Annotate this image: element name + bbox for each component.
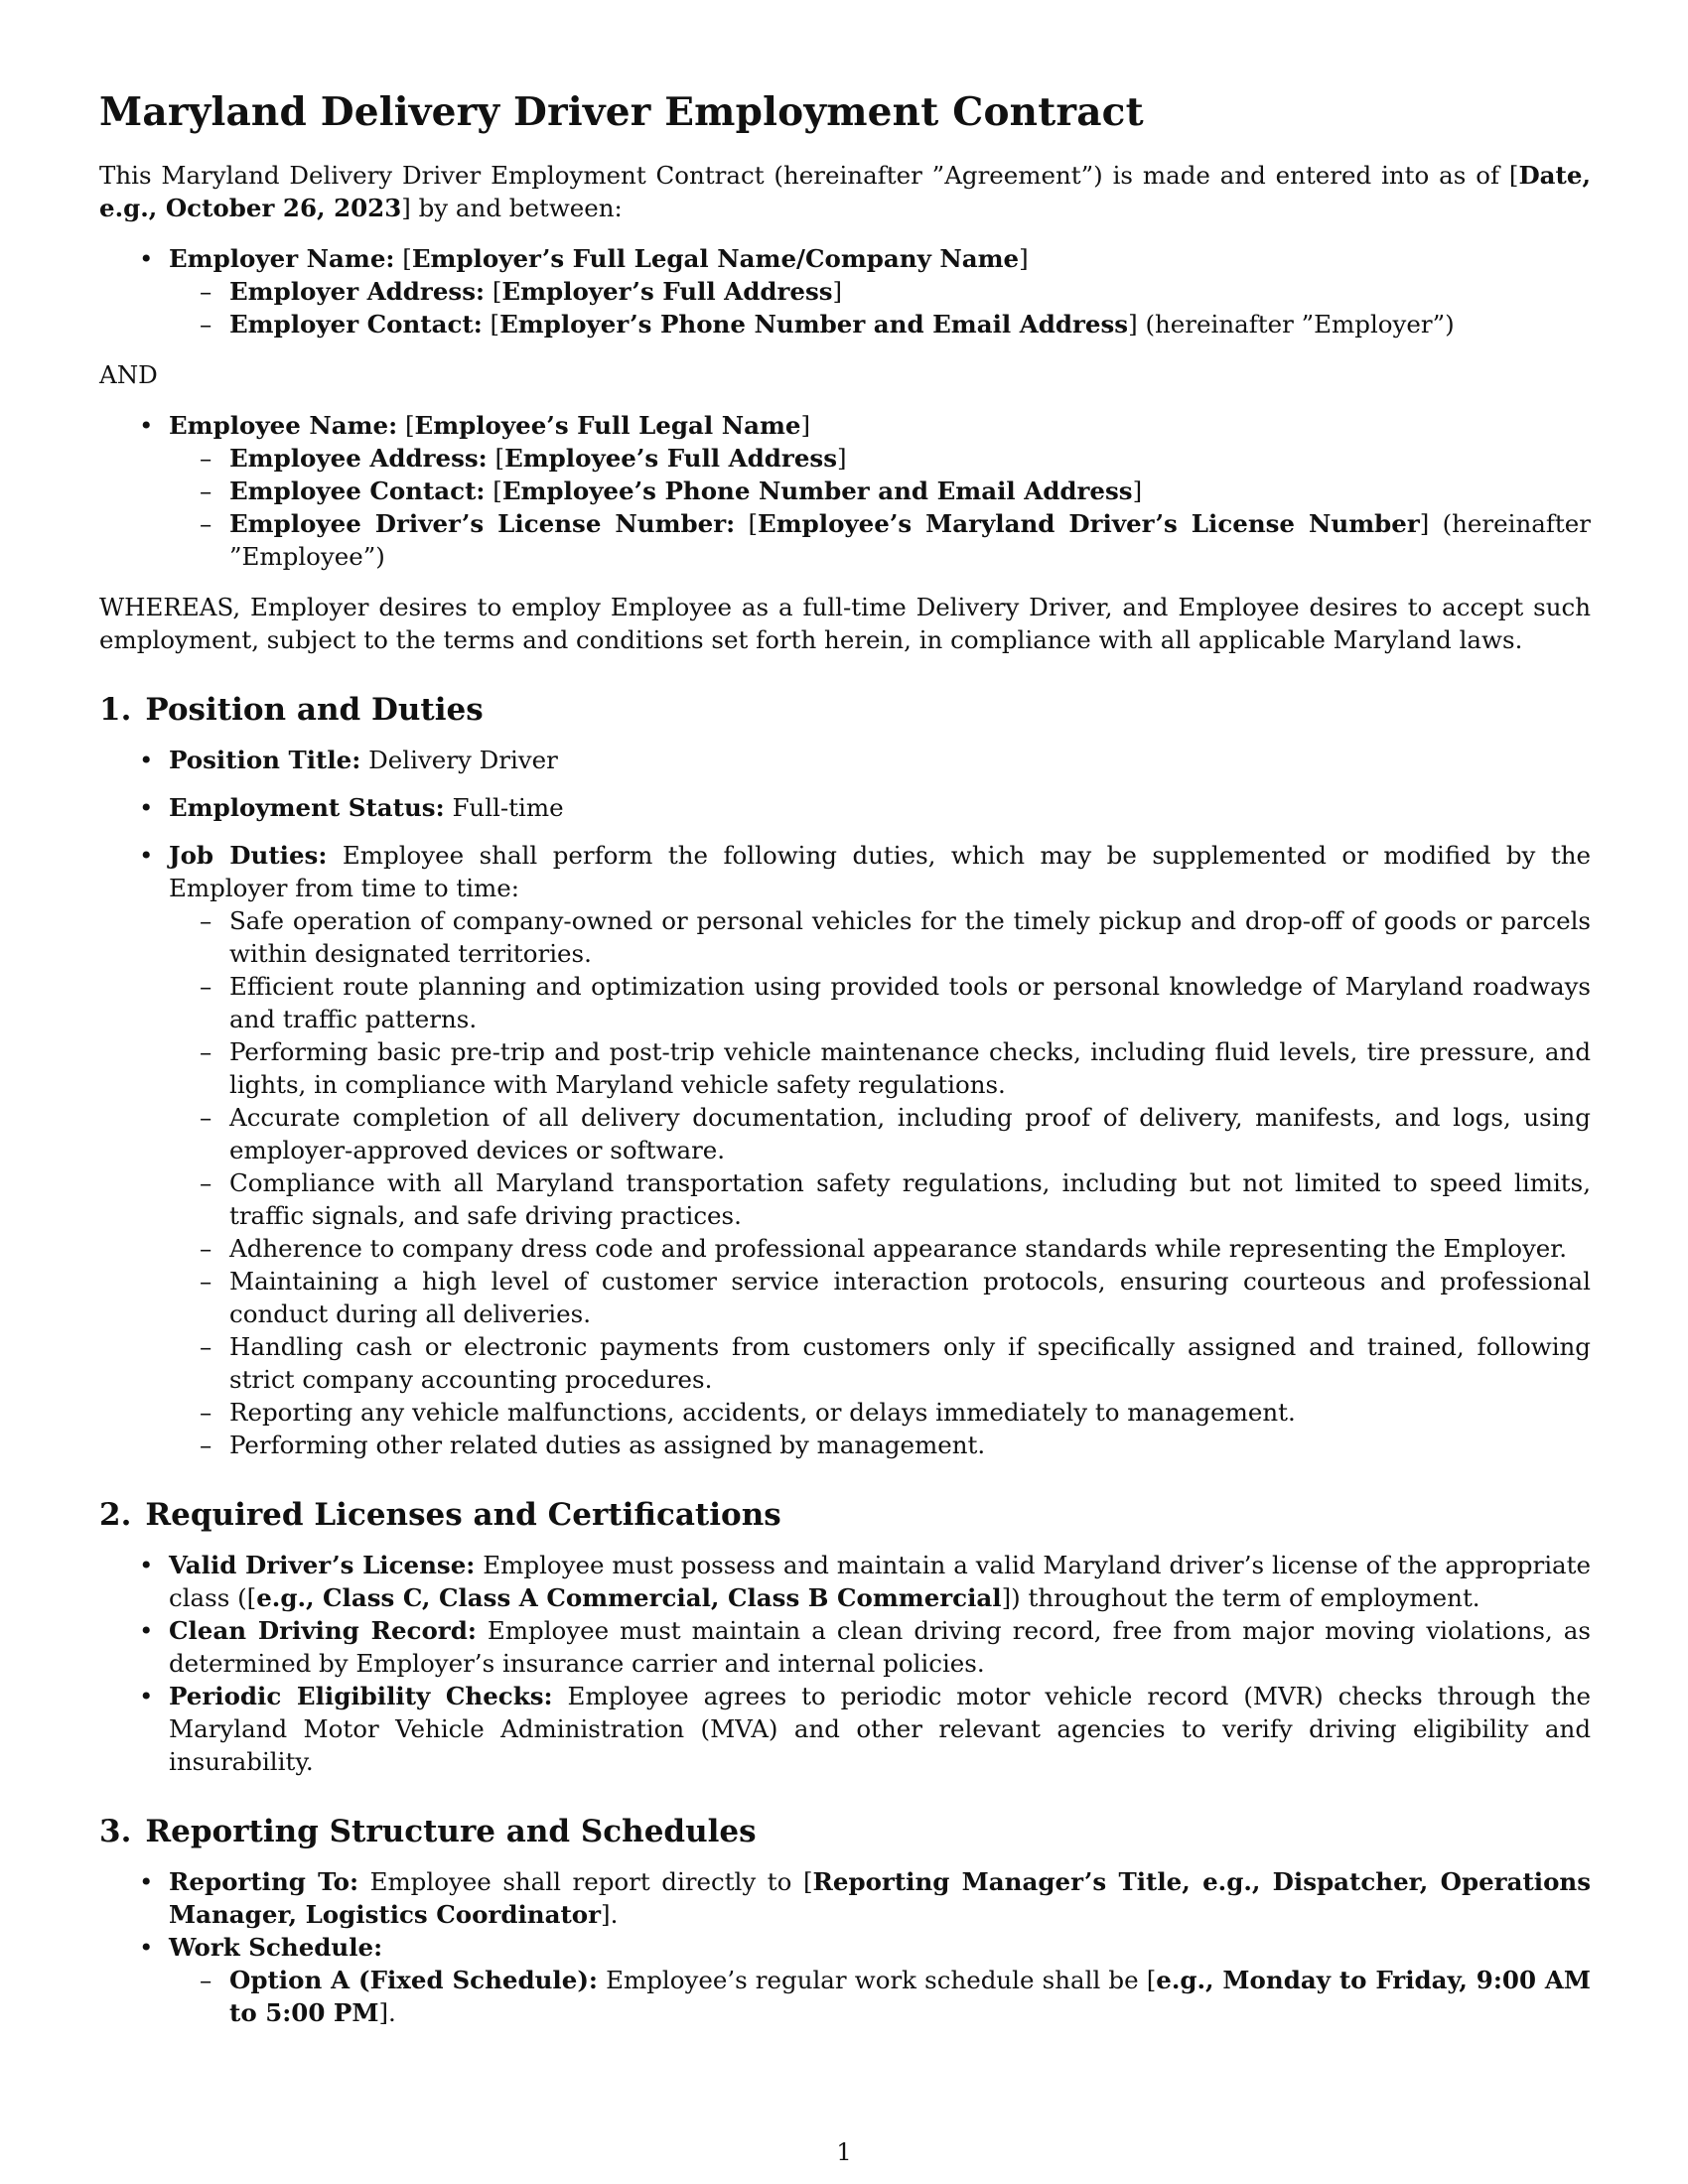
employer-name-item: • Employer Name: [Employer’s Full Legal Name/Company Name] – Employer Address: [Employer’s Full Address] – Employer Contact: [Employer’s Phone Number and Email Address] (hereinafter ”Employer”) [169,242,1591,341]
job-duty-item: – Performing basic pre-trip and post-trip vehicle maintenance checks, including fluid levels, tire pressure, and lights, in compliance with Maryland vehicle safety regulations. [229,1035,1591,1101]
and-separator: AND [99,360,158,389]
job-duty-item: – Reporting any vehicle malfunctions, accidents, or delays immediately to management. [229,1396,1591,1429]
employment-status-value: Full-time [452,793,564,822]
job-duty-item: – Handling cash or electronic payments from customers only if specifically assigned and trained, following strict company accounting procedures. [229,1330,1591,1396]
whereas-paragraph: WHEREAS, Employer desires to employ Employee as a full-time Delivery Driver, and Employee desires to accept such employment, subject to the terms and conditions set forth herein, in compliance with all applicable Maryland laws. [99,593,1591,654]
job-duty-item: – Maintaining a high level of customer service interaction protocols, ensuring courteous and professional conduct during all deliveries. [229,1265,1591,1330]
valid-license-item: • Valid Driver’s License: Employee must possess and maintain a valid Maryland driver’s license of the appropriate class ([e.g., Class C, Class A Commercial, Class B Commercial]) throughout the term of employment. [169,1549,1591,1614]
employer-name-label: Employer Name: [169,244,395,273]
employment-status-item [169,791,1591,824]
employee-hereinafter: (hereinafter ”Employee”) [229,509,1591,571]
employee-license-value: Employee’s Maryland Driver’s License Number [758,509,1420,538]
section-2-list [99,1549,1591,1778]
employer-contact-item: – Employer Contact: [Employer’s Phone Number and Email Address] (hereinafter ”Employer”) [229,308,1591,341]
document-title: Maryland Delivery Driver Employment Contract [99,89,1144,135]
employee-license-item: – Employee Driver’s License Number: [Employee’s Maryland Driver’s License Number] (hereinafter ”Employee”) [229,507,1591,573]
employer-address-label: Employer Address: [229,277,486,306]
option-a-placeholder: e.g., Monday to Friday, 9:00 AM to 5:00 PM [229,1966,1591,2027]
employee-contact-value: Employee’s Phone Number and Email Address [501,477,1133,505]
section-1-heading [99,690,1591,730]
employment-status-label: Employment Status: [169,793,445,822]
reporting-to-item: • Reporting To: Employee shall report directly to [Reporting Manager’s Title, e.g., Dispatcher, Operations Manager, Logistics Coordinator]. [169,1865,1591,1931]
page-number: 1 [836,2138,852,2166]
employee-info-list [99,409,1591,573]
section-2-number: 2. [99,1497,132,1533]
position-title-label: Position Title: [169,746,361,774]
employer-details-list [169,275,1591,341]
clean-record-text: Employee must maintain a clean driving record, free from major moving violations, as determined by Employer’s insurance carrier and internal policies. [169,1616,1591,1678]
job-duties-text: Employee shall perform the following duties, which may be supplemented or modified by the Employer from time to time: [169,841,1591,902]
employee-address-label: Employee Address: [229,444,488,473]
employee-name-value: Employee’s Full Legal Name [414,411,801,440]
employee-address-item: – Employee Address: [Employee’s Full Address] [229,442,1591,475]
contract-page [99,87,1591,2047]
valid-license-text-a: Employee must possess and maintain a valid Maryland driver’s license of the appropriate class ( [169,1551,1591,1612]
employer-hereinafter: (hereinafter ”Employer”) [1145,310,1455,339]
job-duty-item: – Compliance with all Maryland transportation safety regulations, including but not limited to speed limits, traffic signals, and safe driving practices. [229,1166,1591,1232]
employee-details-list [169,442,1591,573]
section-3-heading [99,1812,1591,1851]
position-title-item [169,744,1591,776]
reporting-manager-placeholder: Reporting Manager’s Title, e.g., Dispatcher, Operations Manager, Logistics Coordinator [169,1867,1592,1929]
section-1-number: 1. [99,692,132,728]
intro-paragraph: This Maryland Delivery Driver Employment Contract (hereinafter ”Agreement”) is made and entered into as of [Date, e.g., October 26, 2023] by and between: [99,161,1591,222]
job-duties-item [169,839,1591,1461]
employer-contact-label: Employer Contact: [229,310,483,339]
date-placeholder: Date, e.g., October 26, 2023 [99,161,1591,222]
work-schedule-item [169,1931,1591,2029]
intro-suffix: by and between: [410,194,623,222]
employer-address-value: Employer’s Full Address [501,277,833,306]
license-class-placeholder: e.g., Class C, Class A Commercial, Class B Commercial [256,1583,1002,1612]
employee-name-item: • Employee Name: [Employee’s Full Legal Name] – Employee Address: [Employee’s Full Address] – Employee Contact: [Employee’s Phone Number and Email Address] – Employee Driver’s License Number: [Employee’s Maryland Driver’s License Number] (hereinafter ”Employee”) [169,409,1591,573]
employer-info-list [99,242,1591,341]
section-1-title: Position and Duties [145,692,484,728]
employer-name-value: Employer’s Full Legal Name/Company Name [411,244,1020,273]
reporting-to-label: Reporting To: [169,1867,358,1896]
job-duties-label: Job Duties: [169,841,328,870]
eligibility-checks-label: Periodic Eligibility Checks: [169,1682,553,1710]
work-schedule-label: Work Schedule: [169,1933,383,1962]
job-duty-item: – Safe operation of company-owned or personal vehicles for the timely pickup and drop-off of goods or parcels within designated territories. [229,904,1591,970]
option-a-item: – Option A (Fixed Schedule): Employee’s regular work schedule shall be [e.g., Monday to Friday, 9:00 AM to 5:00 PM]. [229,1964,1591,2029]
clean-record-item [169,1614,1591,1680]
section-3-title: Reporting Structure and Schedules [145,1814,757,1849]
job-duty-item: – Performing other related duties as assigned by management. [229,1429,1591,1461]
option-a-label: Option A (Fixed Schedule): [229,1966,598,1994]
employee-license-label: Employee Driver’s License Number: [229,509,736,538]
eligibility-checks-text: Employee agrees to periodic motor vehicle record (MVR) checks through the Maryland Motor Vehicle Administration (MVA) and other relevant agencies to verify driving eligibility and insurability. [169,1682,1591,1776]
position-title-value: Delivery Driver [368,746,558,774]
section-3-number: 3. [99,1814,132,1849]
section-1-list [99,744,1591,1461]
employer-contact-value: Employer’s Phone Number and Email Address [499,310,1129,339]
job-duty-item: – Efficient route planning and optimization using provided tools or personal knowledge of Maryland roadways and traffic patterns. [229,970,1591,1035]
job-duty-item: – Accurate completion of all delivery documentation, including proof of delivery, manifests, and logs, using employer-approved devices or software. [229,1101,1591,1166]
employee-name-label: Employee Name: [169,411,398,440]
employee-contact-item: – Employee Contact: [Employee’s Phone Number and Email Address] [229,475,1591,507]
job-duties-list [169,904,1591,1461]
work-schedule-options [169,1964,1591,2029]
section-2-title: Required Licenses and Certifications [145,1497,781,1533]
section-3-list [99,1865,1591,2029]
valid-license-label: Valid Driver’s License: [169,1551,476,1579]
employer-address-item: – Employer Address: [Employer’s Full Address] [229,275,1591,308]
clean-record-label: Clean Driving Record: [169,1616,477,1645]
intro-text: This Maryland Delivery Driver Employment Contract (hereinafter ”Agreement”) is made and entered into as of [99,161,1509,190]
reporting-to-text: Employee shall report directly to [369,1867,803,1896]
employee-contact-label: Employee Contact: [229,477,486,505]
job-duty-item: – Adherence to company dress code and professional appearance standards while representing the Employer. [229,1232,1591,1265]
eligibility-checks-item [169,1680,1591,1778]
valid-license-text-b: ) throughout the term of employment. [1011,1583,1480,1612]
employee-address-value: Employee’s Full Address [504,444,837,473]
section-2-heading [99,1495,1591,1535]
option-a-text: Employee’s regular work schedule shall be [606,1966,1147,1994]
